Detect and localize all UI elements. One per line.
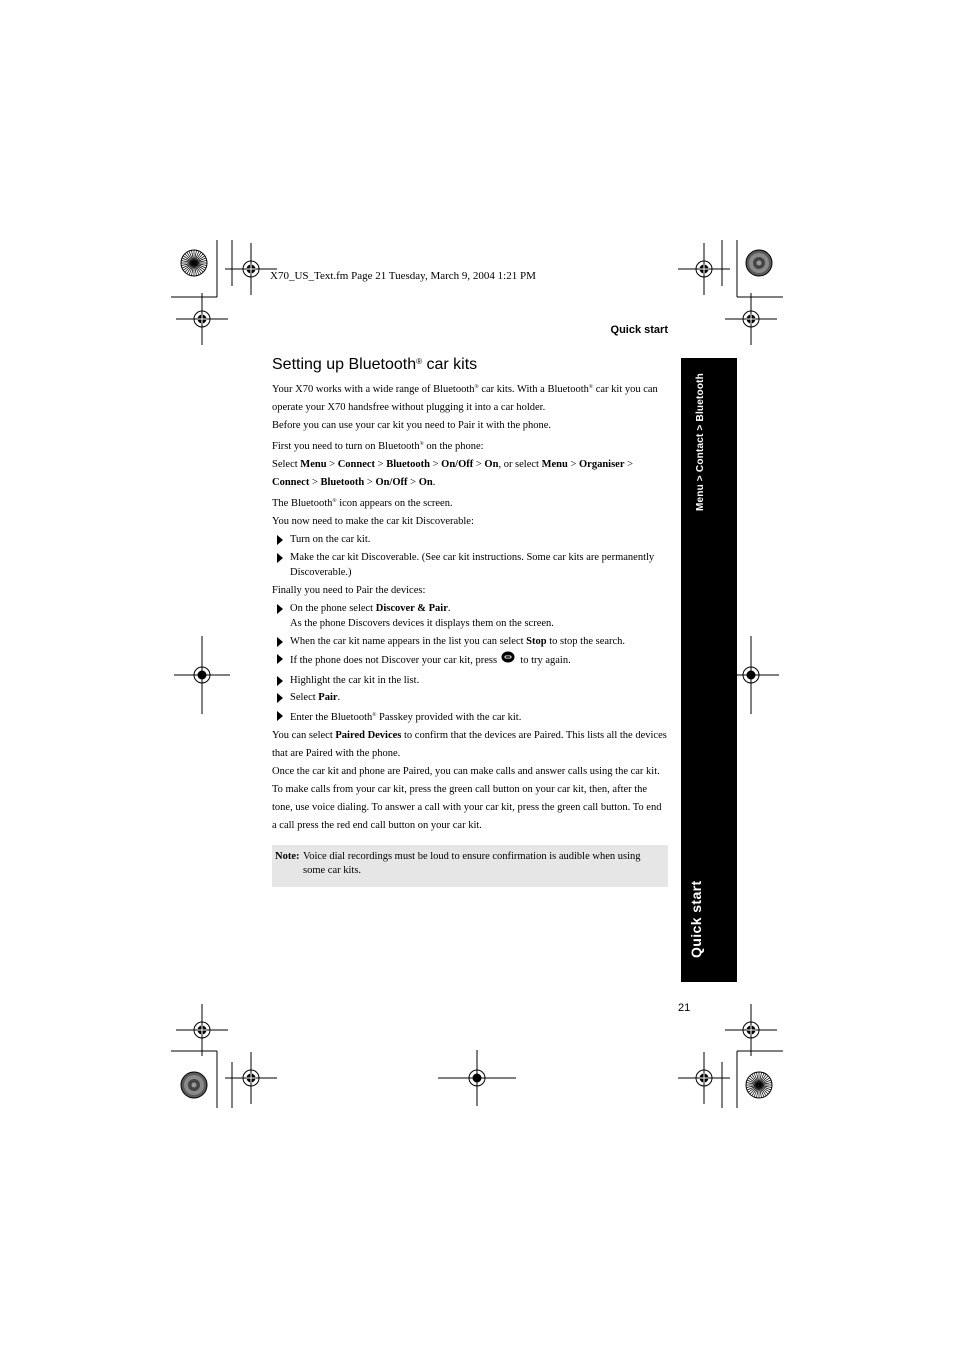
intro-paragraph: Your X70 works with a wide range of Bluetooth® car kits. With a Bluetooth® car kit you can operate your X70 handsfree without plugging it into a car holder.: [272, 384, 658, 413]
starburst-registration-mark-icon: [746, 1072, 772, 1098]
list-item: If the phone does not Discover your car kit, press to try again.: [272, 651, 668, 670]
pair-paragraph: Before you can use your car kit you need to Pair it with the phone.: [272, 420, 552, 431]
icon-appears-paragraph: The Bluetooth® icon appears on the screen.: [272, 498, 453, 509]
bullet-arrow-icon: [277, 654, 283, 664]
bullet-arrow-icon: [277, 693, 283, 703]
finally-paragraph: Finally you need to Pair the devices:: [272, 585, 426, 596]
pair-steps-list: [272, 601, 668, 725]
crosshair-registration-mark-icon: [225, 1052, 277, 1104]
section-sidebar: [681, 358, 737, 982]
paired-devices-paragraph: You can select Paired Devices to confirm that the devices are Paired. This lists all the devices that are Paired with the phone.: [272, 730, 667, 759]
note-label: Note:: [275, 851, 300, 862]
bullet-arrow-icon: [277, 676, 283, 686]
print-header: X70_US_Text.fm Page 21 Tuesday, March 9, 2004 1:21 PM: [270, 270, 536, 282]
starburst-registration-mark-icon: [181, 1072, 207, 1098]
list-item: Turn on the car kit.: [272, 532, 668, 547]
list-item: Enter the Bluetooth® Passkey provided with the car kit.: [272, 708, 668, 725]
page-number: 21: [678, 1002, 691, 1014]
bullet-arrow-icon: [277, 604, 283, 614]
list-item: Highlight the car kit in the list.: [272, 673, 668, 688]
crosshair-registration-mark-icon: [725, 1004, 777, 1056]
bullet-arrow-icon: [277, 637, 283, 647]
starburst-registration-mark-icon: [181, 250, 207, 276]
crosshair-registration-mark-icon: [225, 243, 277, 295]
note-box: [272, 845, 668, 887]
crosshair-registration-mark-icon: [725, 293, 777, 345]
list-item: Make the car kit Discoverable. (See car kit instructions. Some car kits are permanently Discoverable.): [272, 550, 668, 580]
starburst-registration-mark-icon: [746, 250, 772, 276]
list-item: Select Pair.: [272, 690, 668, 705]
list-item: On the phone select Discover & Pair. As the phone Discovers devices it displays them on the screen.: [272, 601, 668, 631]
main-content: [272, 356, 668, 887]
discoverable-steps-list: [272, 532, 668, 580]
calls-paragraph: Once the car kit and phone are Paired, you can make calls and answer calls using the car kit. To make calls from your car kit, press the green call button on your car kit, then, after the tone, use voice dialing. To answer a call with your car kit, press the green call button. To end a call press the red end call button on your car kit.: [272, 766, 662, 831]
bullet-arrow-icon: [277, 553, 283, 563]
discoverable-paragraph: You now need to make the car kit Discoverable:: [272, 516, 474, 527]
list-item: When the car kit name appears in the list you can select Stop to stop the search.: [272, 634, 668, 649]
running-head: Quick start: [610, 324, 668, 336]
sidebar-nav-path: Menu > Contact > Bluetooth: [695, 373, 706, 511]
bullet-arrow-icon: [277, 711, 283, 721]
note-text: Voice dial recordings must be loud to ensure confirmation is audible when using some car kits.: [303, 851, 641, 876]
bullet-arrow-icon: [277, 535, 283, 545]
menu-path-paragraph: Select Menu > Connect > Bluetooth > On/Off > On, or select Menu > Organiser > Connect > Bluetooth > On/Off > On.: [272, 459, 634, 488]
turn-on-paragraph: First you need to turn on Bluetooth® on the phone:: [272, 441, 484, 452]
phone-call-key-icon: [500, 651, 518, 670]
crosshair-registration-mark-icon: [176, 293, 228, 345]
page-title: Setting up Bluetooth® car kits: [272, 356, 478, 373]
crosshair-registration-mark-icon: [176, 1004, 228, 1056]
sidebar-section-title: Quick start: [688, 880, 704, 958]
